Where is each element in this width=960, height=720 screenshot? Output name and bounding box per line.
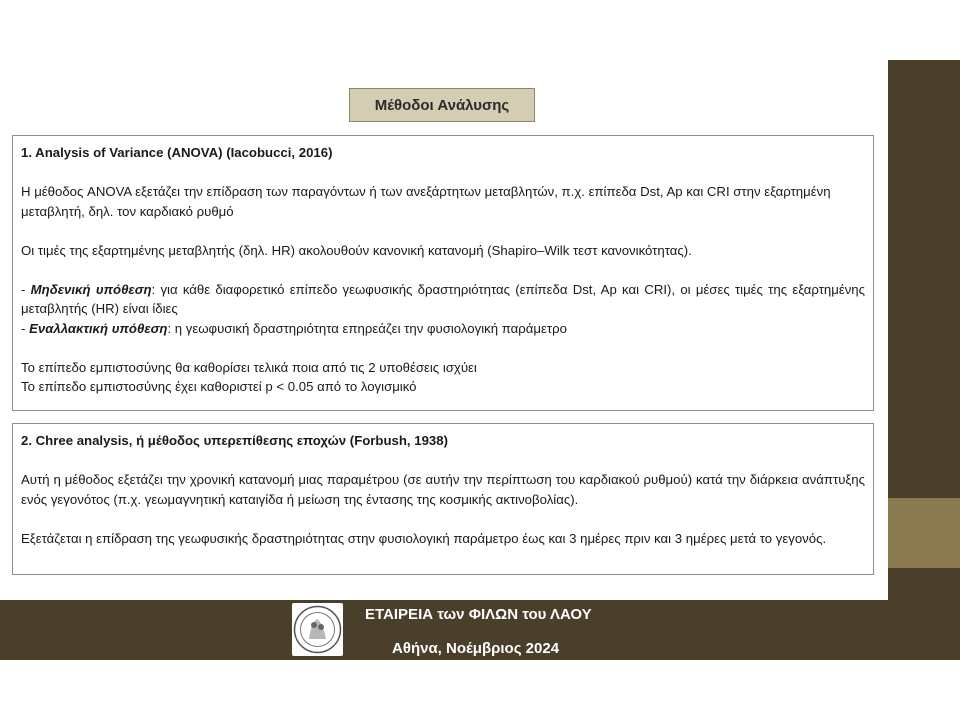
normality-note: Οι τιμές της εξαρτημένης μεταβλητής (δηλ. HR) ακολουθούν κανονική κατανομή (Shapiro–Wilk τεστ κανονικότητας). (21, 242, 692, 258)
null-hypothesis-label: Μηδενική υπόθεση (30, 281, 152, 297)
footer-organization: ΕΤΑΙΡΕΙΑ των ΦΙΛΩΝ του ΛΑΟΥ (365, 606, 592, 623)
alternative-hypothesis-label: Εναλλακτική υπόθεση (29, 320, 168, 336)
anova-heading: 1. Analysis of Variance (ANOVA) (Iacobucci, 2016) (21, 145, 333, 160)
side-decoration-bottom (888, 568, 960, 600)
organization-seal-icon (292, 603, 343, 656)
chree-heading: 2. Chree analysis, ή μέθοδος υπερεπίθεσης εποχών (Forbush, 1938) (21, 433, 448, 448)
anova-section (12, 135, 874, 411)
slide-title (349, 88, 535, 122)
chree-section (12, 423, 874, 575)
null-hypothesis (21, 280, 865, 319)
footer-place-date: Αθήνα, Νοέμβριος 2024 (392, 640, 560, 657)
null-hypothesis-text: : για κάθε διαφορετικό επίπεδο γεωφυσικής δραστηριότητας (επίπεδα Dst, Ap και CRI), οι μέσες τιμές της εξαρτημένης μεταβλητής (HR) είναι ίδιες (21, 281, 865, 316)
alternative-hypothesis (21, 319, 865, 339)
confidence-note-2: Το επίπεδο εμπιστοσύνης έχει καθοριστεί p < 0.05 από το λογισμικό (21, 379, 417, 394)
confidence-note-1: Το επίπεδο εμπιστοσύνης θα καθορίσει τελικά ποια από τις 2 υποθέσεις ισχύει (21, 359, 477, 375)
slide-title-text: Μέθοδοι Ανάλυσης (374, 96, 510, 114)
null-prefix: - (21, 281, 31, 297)
side-decoration-top (888, 60, 960, 498)
alt-prefix: - (21, 320, 30, 336)
chree-description: Αυτή η μέθοδος εξετάζει την χρονική κατανομή μιας παραμέτρου (σε αυτήν την περίπτωση του καρδιακού ρυθμού) κατά την διάρκεια ανάπτυξης ενός γεγονότος (π.χ. γεωμαγνητική καταιγίδα ή μείωση της έντασης της κοσμικής ακτινοβολίας). (21, 472, 865, 507)
anova-description: Η μέθοδος ANOVA εξετάζει την επίδραση των παραγόντων ή των ανεξάρτητων μεταβλητών, π.χ. επίπεδα Dst, Ap και CRI στην εξαρτημένη μεταβλητή, δηλ. τον καρδιακό ρυθμό (21, 184, 831, 219)
chree-effect-note: Εξετάζεται η επίδραση της γεωφυσικής δραστηριότητας στην φυσιολογική παράμετρο έως και 3 ημέρες πριν και 3 ημέρες μετά το γεγονός. (21, 530, 827, 546)
side-decoration-accent (888, 498, 960, 568)
alternative-hypothesis-text: : η γεωφυσική δραστηριότητα επηρεάζει την φυσιολογική παράμετρο (167, 320, 567, 336)
